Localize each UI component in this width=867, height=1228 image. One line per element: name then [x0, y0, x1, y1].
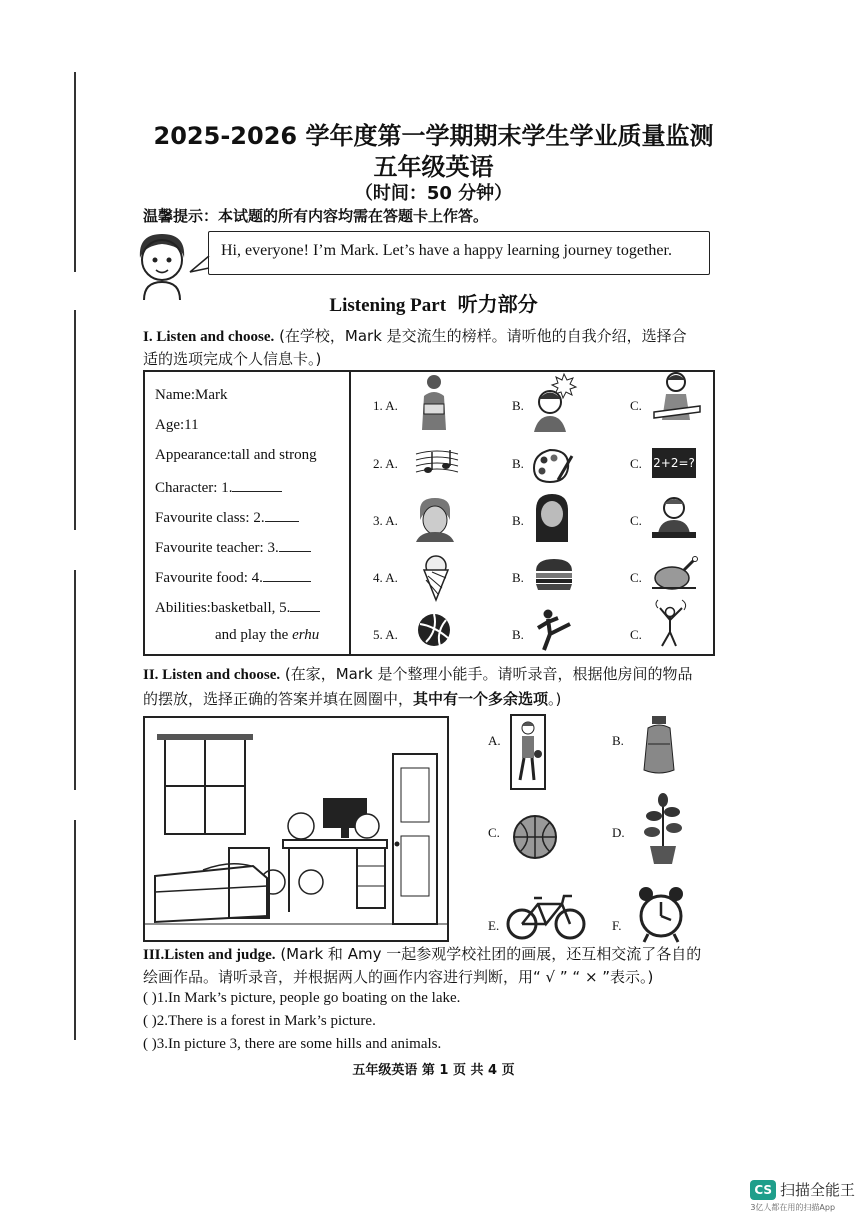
section3-heading: III.Listen and judge. (Mark 和 Amy 一起参观学校社团的画展，还互相交流了各自的: [143, 945, 702, 963]
card-line-blank: Favourite food: 4.: [155, 567, 311, 587]
writing-student-icon[interactable]: [652, 370, 702, 430]
bedroom-picture: [143, 716, 449, 942]
card-line-blank: Favourite class: 2.: [155, 507, 299, 527]
q3-label-c: C.: [630, 513, 642, 528]
basketball-icon[interactable]: [512, 814, 558, 860]
q4-label-b: B.: [512, 570, 524, 585]
speech-bubble-tail: [188, 254, 210, 276]
section3-heading-cont: 绘画作品。请听录音，并根据两人的画作内容进行判断，用“ √ ” “ × ”表示。): [143, 968, 654, 986]
q5-label-a: 5. A.: [373, 627, 398, 642]
room-option-b: B.: [612, 733, 624, 748]
exam-title: 2025-2026 学年度第一学期期末学生学业质量监测: [153, 122, 714, 150]
judge-item[interactable]: ( )2.There is a forest in Mark’s picture.: [143, 1013, 376, 1029]
alarm-clock-icon[interactable]: [636, 884, 686, 944]
speech-bubble: Hi, everyone! I’m Mark. Let’s have a happy learning journey together.: [208, 231, 710, 275]
answer-blank[interactable]: [290, 597, 320, 612]
q3-label-b: B.: [512, 513, 524, 528]
q5-label-c: C.: [630, 627, 642, 642]
q5-label-b: B.: [512, 627, 524, 642]
card-divider: [349, 372, 351, 656]
kicking-person-icon[interactable]: [534, 608, 574, 652]
paint-palette-icon[interactable]: [530, 446, 574, 486]
q2-label-a: 2. A.: [373, 456, 398, 471]
answer-blank[interactable]: [232, 477, 282, 492]
card-line: Name:Mark: [155, 387, 228, 403]
roast-chicken-icon[interactable]: [652, 556, 698, 592]
music-notes-icon[interactable]: [414, 446, 460, 482]
app-tagline: 3亿人都在用的扫描App: [750, 1203, 836, 1212]
scanner-app-badge: [750, 1179, 855, 1213]
room-option-f: F.: [612, 918, 622, 933]
potted-plant-icon[interactable]: [640, 792, 686, 866]
water-bottle-icon[interactable]: [640, 714, 678, 776]
ice-cream-icon[interactable]: [420, 554, 452, 602]
listening-part-title: Listening Part 听力部分: [329, 292, 538, 316]
card-line-blank: Abilities:basketball, 5.: [155, 597, 320, 617]
card-line-blank: Favourite teacher: 3.: [155, 537, 311, 557]
answer-blank[interactable]: [265, 507, 299, 522]
q2-label-b: B.: [512, 456, 524, 471]
section2-heading-cont: 的摆放，选择正确的答案并填在圆圈中，其中有一个多余选项。): [143, 690, 562, 708]
judge-item[interactable]: ( )3.In picture 3, there are some hills and animals.: [143, 1036, 442, 1052]
q1-label-b: B.: [512, 398, 524, 413]
tip-text: 温馨提示：本试题的所有内容均需在答题卡上作答。: [143, 207, 489, 225]
exam-time: （时间：50 分钟）: [354, 183, 513, 204]
q1-label-c: C.: [630, 398, 642, 413]
section2-heading: II. Listen and choose. (在家，Mark 是个整理小能手。请听录音，根据他房间的物品: [143, 665, 693, 683]
q3-label-a: 3. A.: [373, 513, 398, 528]
old-man-teacher-icon[interactable]: [414, 496, 456, 542]
margin-line: [74, 820, 76, 1040]
card-line-blank: Character: 1.: [155, 477, 282, 497]
thinking-boy-icon[interactable]: [530, 372, 578, 432]
basketball-player-poster-icon[interactable]: [510, 714, 546, 790]
bicycle-icon[interactable]: [506, 892, 586, 940]
card-line: Appearance:tall and strong: [155, 447, 317, 463]
hamburger-icon[interactable]: [534, 557, 574, 591]
card-line: Age:11: [155, 417, 199, 433]
room-option-d: D.: [612, 825, 625, 840]
cs-logo-icon: CS: [750, 1180, 776, 1200]
room-option-c: C.: [488, 825, 500, 840]
exam-subject: 五年级英语: [373, 153, 494, 181]
section1-heading-cont: 适的选项完成个人信息卡。): [143, 350, 322, 368]
math-blackboard-icon[interactable]: 2+2=?: [652, 448, 696, 478]
q4-label-c: C.: [630, 570, 642, 585]
answer-blank[interactable]: [279, 537, 311, 552]
long-hair-teacher-icon[interactable]: [532, 492, 572, 544]
page-footer: 五年级英语 第 1 页 共 4 页: [352, 1063, 515, 1078]
margin-line: [74, 310, 76, 530]
app-name: 扫描全能王: [779, 1181, 855, 1199]
teacher-at-desk-icon[interactable]: [652, 494, 696, 540]
judge-item[interactable]: ( )1.In Mark’s picture, people go boating on the lake.: [143, 990, 461, 1006]
section1-heading: I. Listen and choose. (在学校，Mark 是交流生的榜样。请听他的自我介绍，选择合: [143, 327, 687, 345]
card-line: and play the erhu: [215, 627, 320, 643]
answer-blank[interactable]: [263, 567, 311, 582]
reading-woman-icon[interactable]: [414, 372, 454, 432]
room-option-e: E.: [488, 918, 500, 933]
room-option-a: A.: [488, 733, 501, 748]
margin-line: [74, 570, 76, 790]
dancing-person-icon[interactable]: [654, 598, 690, 648]
q4-label-a: 4. A.: [373, 570, 398, 585]
volleyball-icon[interactable]: [416, 612, 452, 648]
q2-label-c: C.: [630, 456, 642, 471]
q1-label-a: 1. A.: [373, 398, 398, 413]
